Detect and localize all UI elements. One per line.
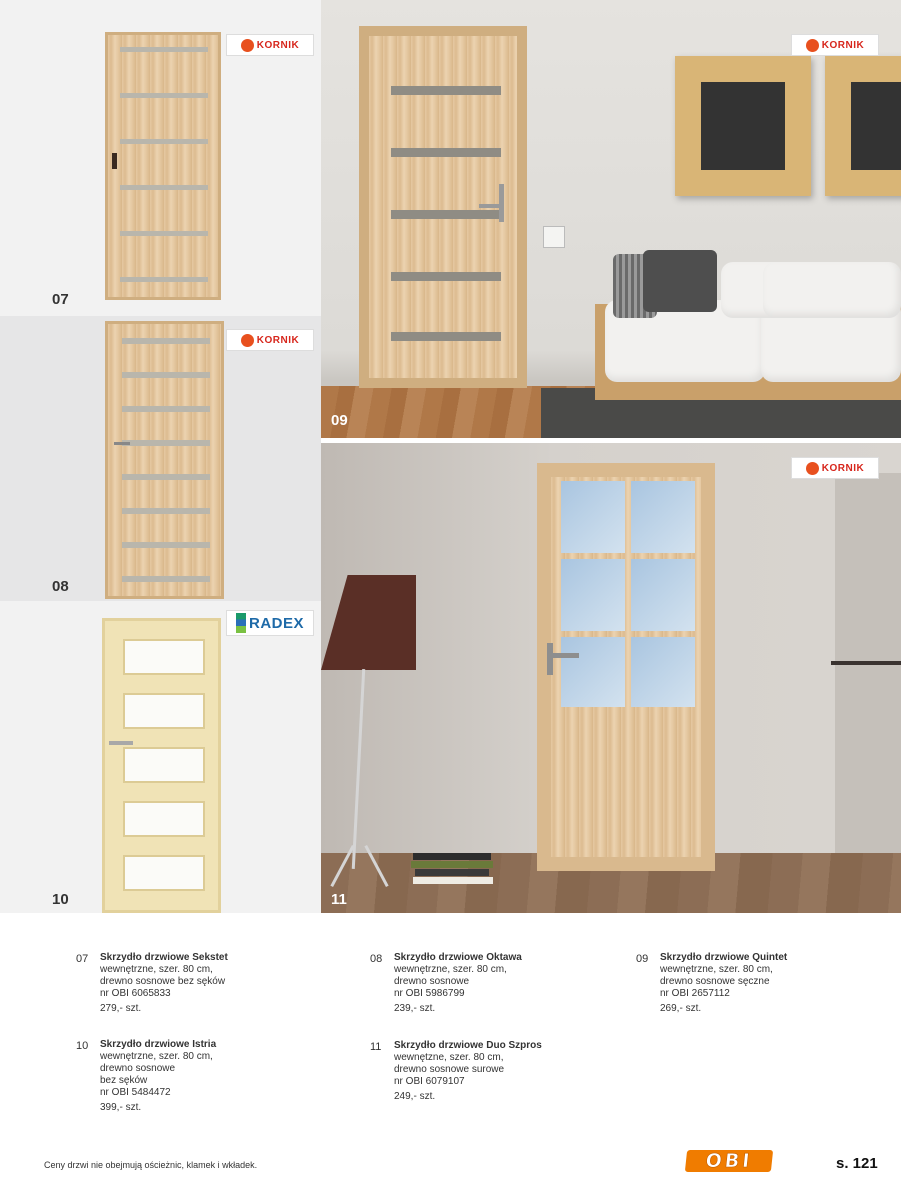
- wall-picture-frame: [825, 56, 901, 196]
- product-number: 09: [636, 953, 649, 965]
- product-detail: drewno sosnowe bez sęków: [100, 976, 226, 987]
- footer-note: Ceny drzwi nie obejmują ościeżnic, klamek i wkładek.: [44, 1160, 258, 1170]
- sofa-backrest: [763, 262, 901, 318]
- product-description-08: [370, 952, 600, 1022]
- product-price: 399,- szt.: [100, 1102, 142, 1113]
- kornik-emblem-icon: [806, 462, 819, 475]
- product-title: Skrzydło drzwiowe Istria: [100, 1039, 217, 1050]
- door-handle-plate: [547, 643, 553, 675]
- product-detail: wewnętrzne, szer. 80 cm,: [394, 964, 507, 975]
- door-handle: [112, 153, 117, 169]
- brand-name: KORNIK: [821, 39, 865, 51]
- glass-strip: [391, 272, 501, 281]
- product-number: 07: [76, 953, 89, 965]
- product-tile-07[interactable]: [0, 0, 321, 316]
- product-description-11: [370, 1040, 600, 1110]
- tile-number: 10: [52, 891, 69, 908]
- product-number: 10: [76, 1040, 89, 1052]
- glass-pane: [631, 559, 695, 631]
- product-detail: nr OBI 5986799: [394, 988, 465, 999]
- product-detail: wewnętrzne, szer. 80 cm,: [660, 964, 773, 975]
- glass-pane: [561, 559, 625, 631]
- brand-name: KORNIK: [256, 334, 300, 346]
- page-number: s. 121: [836, 1155, 878, 1172]
- door-sekstet-image: [105, 32, 221, 300]
- radex-logo: [226, 610, 314, 636]
- product-title: Skrzydło drzwiowe Duo Szpros: [394, 1040, 542, 1051]
- glass-pane: [631, 637, 695, 707]
- room-scene-11[interactable]: [321, 443, 901, 913]
- product-detail: drewno sosnowe surowe: [394, 1064, 505, 1075]
- glass-strip: [122, 440, 210, 446]
- glass-pane: [561, 481, 625, 553]
- product-detail: nr OBI 5484472: [100, 1087, 171, 1098]
- product-detail: bez sęków: [100, 1075, 148, 1086]
- glass-strip: [391, 332, 501, 341]
- product-description-07: [76, 952, 306, 1022]
- book-stack: [415, 869, 489, 876]
- door-oktawa-image: [105, 321, 224, 599]
- product-detail: drewno sosnowe sęczne: [660, 976, 770, 987]
- glass-strip: [122, 372, 210, 378]
- glass-strip: [122, 542, 210, 548]
- product-detail: nr OBI 6065833: [100, 988, 171, 999]
- tile-number: 07: [52, 291, 69, 308]
- door-handle: [114, 442, 130, 445]
- glass-pane: [631, 481, 695, 553]
- kornik-emblem-icon: [241, 334, 254, 347]
- product-detail: wewnętrzne, szer. 80 cm,: [100, 1051, 213, 1062]
- door-handle: [479, 204, 501, 208]
- door-handle: [551, 653, 579, 658]
- glass-panel: [123, 693, 205, 729]
- product-detail: drewno sosnowe: [100, 1063, 176, 1074]
- tile-number: 08: [52, 578, 69, 595]
- glass-strip: [122, 576, 210, 582]
- glass-strip: [120, 47, 208, 52]
- product-tile-08[interactable]: [0, 316, 321, 601]
- glass-strip: [122, 474, 210, 480]
- kornik-emblem-icon: [806, 39, 819, 52]
- light-switch: [543, 226, 565, 248]
- tile-number: 11: [331, 891, 347, 908]
- glass-strip: [120, 231, 208, 236]
- door-istria-image: [102, 618, 221, 913]
- glass-panel: [123, 747, 205, 783]
- product-tile-10[interactable]: [0, 601, 321, 913]
- product-number: 11: [370, 1041, 382, 1053]
- door-duo-szpros-image: [537, 463, 715, 871]
- product-title: Skrzydło drzwiowe Sekstet: [100, 952, 228, 963]
- obi-logo-text: OBI: [704, 1150, 754, 1172]
- product-price: 249,- szt.: [394, 1091, 436, 1102]
- product-title: Skrzydło drzwiowe Oktawa: [394, 952, 522, 963]
- wall-shelf: [831, 661, 901, 665]
- product-detail: nr OBI 6079107: [394, 1076, 465, 1087]
- brand-name: KORNIK: [821, 462, 865, 474]
- kornik-logo: [226, 34, 314, 56]
- glass-strip: [120, 185, 208, 190]
- product-price: 269,- szt.: [660, 1003, 702, 1014]
- glass-panel: [123, 855, 205, 891]
- product-number: 08: [370, 953, 383, 965]
- product-detail: nr OBI 2657112: [660, 988, 730, 999]
- kornik-logo: [791, 34, 879, 56]
- product-description-09: [636, 952, 866, 1022]
- product-detail: drewno sosnowe: [394, 976, 470, 987]
- radex-emblem-icon: [236, 613, 246, 633]
- glass-pane: [561, 637, 625, 707]
- product-description-10: [76, 1039, 306, 1121]
- product-detail: wewnętzne, szer. 80 cm,: [394, 1052, 504, 1063]
- door-handle-plate: [499, 184, 504, 222]
- glass-strip: [122, 508, 210, 514]
- kornik-logo: [791, 457, 879, 479]
- product-title: Skrzydło drzwiowe Quintet: [660, 952, 788, 963]
- glass-strip: [391, 86, 501, 95]
- glass-strip: [120, 139, 208, 144]
- book-stack: [411, 861, 493, 868]
- wall-picture-frame: [675, 56, 811, 196]
- product-price: 239,- szt.: [394, 1003, 436, 1014]
- product-detail: wewnętrzne, szer. 80 cm,: [100, 964, 213, 975]
- book-stack: [413, 877, 493, 884]
- glass-strip: [122, 338, 210, 344]
- brand-name: RADEX: [248, 614, 304, 632]
- glass-strip: [120, 277, 208, 282]
- glass-strip: [391, 148, 501, 157]
- tile-number: 09: [331, 412, 348, 429]
- obi-logo: [685, 1150, 773, 1172]
- kornik-emblem-icon: [241, 39, 254, 52]
- product-price: 279,- szt.: [100, 1003, 142, 1014]
- glass-panel: [123, 639, 205, 675]
- book-stack: [413, 853, 491, 860]
- room-scene-09[interactable]: [321, 0, 901, 438]
- door-handle: [109, 741, 133, 745]
- kornik-logo: [226, 329, 314, 351]
- glass-strip: [120, 93, 208, 98]
- glass-panel: [123, 801, 205, 837]
- glass-strip: [391, 210, 501, 219]
- brand-name: KORNIK: [256, 39, 300, 51]
- door-quintet-image: [359, 26, 527, 388]
- grey-pillow: [643, 250, 717, 312]
- glass-strip: [122, 406, 210, 412]
